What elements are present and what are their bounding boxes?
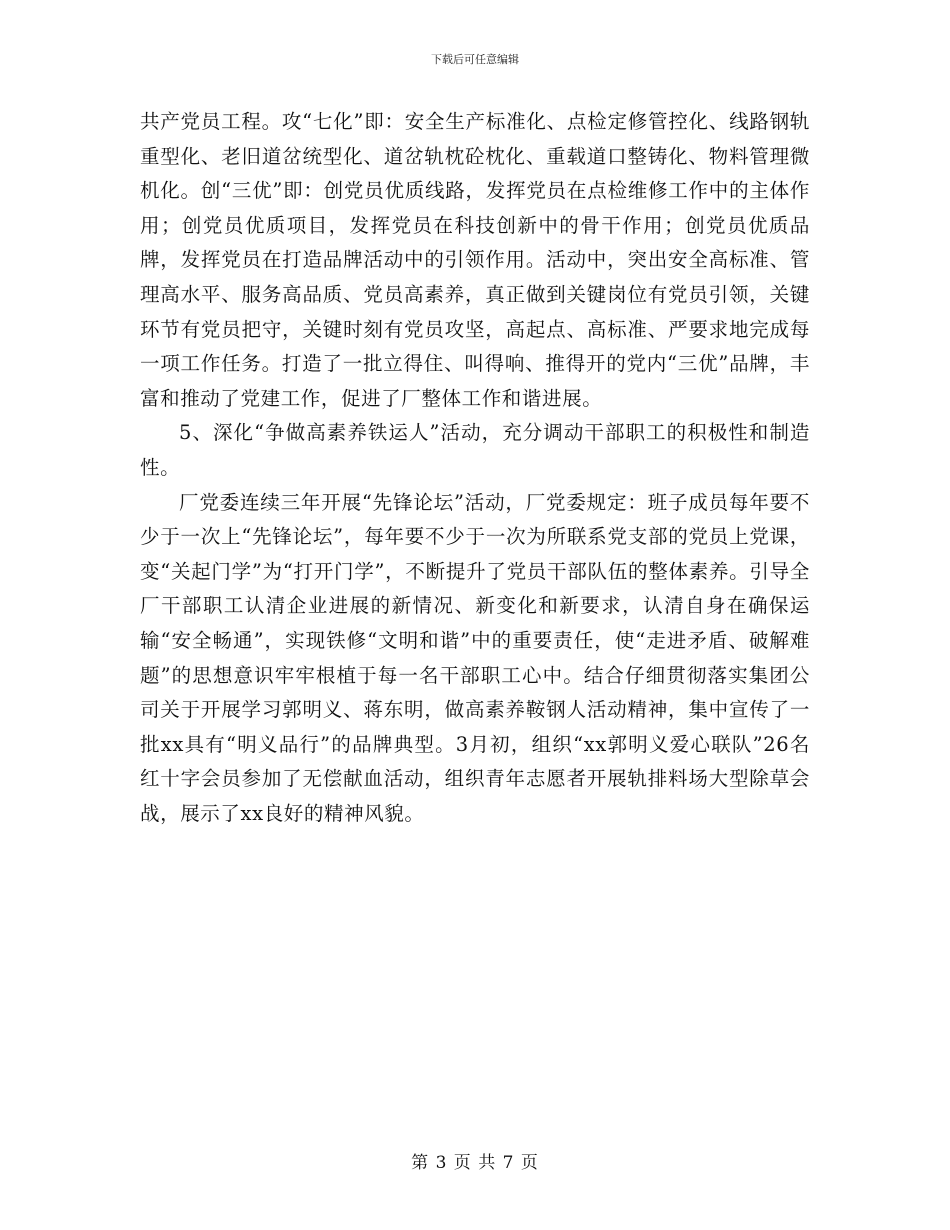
document-body [140, 105, 810, 831]
paragraph-2: 5、深化“争做高素养铁运人”活动，充分调动干部职工的积极性和制造性。 [140, 421, 810, 479]
paragraph-1: 共产党员工程。攻“七化”即：安全生产标准化、点检定修管控化、线路钢轨重型化、老旧道岔统型化、道岔轨枕砼枕化、重载道口整铸化、物料管理微机化。创“三优”即：创党员优质线路，发挥党员在点检维修工作中的主体作用；创党员优质项目，发挥党员在科技创新中的骨干作用；创党员优质品牌，发挥党员在打造品牌活动中的引领作用。活动中，突出安全高标准、管理高水平、服务高品质、党员高素养，真正做到关键岗位有党员引领，关键环节有党员把守，关键时刻有党员攻坚，高起点、高标准、严要求地完成每一项工作任务。打造了一批立得住、叫得响、推得开的党内“三优”品牌，丰富和推动了党建工作，促进了厂整体工作和谐进展。 [140, 110, 810, 410]
page-number-footer: 第 3 页 共 7 页 [411, 1153, 539, 1173]
page-header: 下载后可任意编辑 [431, 53, 519, 66]
paragraph-3: 厂党委连续三年开展“先锋论坛”活动，厂党委规定：班子成员每年要不少于一次上“先锋论坛”，每年要不少于一次为所联系党支部的党员上党课，变“关起门学”为“打开门学”，不断提升了党员干部队伍的整体素养。引导全厂干部职工认清企业进展的新情况、新变化和新要求，认清自身在确保运输“安全畅通”，实现铁修“文明和谐”中的重要责任，使“走进矛盾、破解难题”的思想意识牢牢根植于每一名干部职工心中。结合仔细贯彻落实集团公司关于开展学习郭明义、蒋东明，做高素养鞍钢人活动精神，集中宣传了一批xx具有“明义品行”的品牌典型。3月初，组织“xx郭明义爱心联队”26名红十字会员参加了无偿献血活动，组织青年志愿者开展轨排料场大型除草会战，展示了xx良好的精神风貌。 [140, 490, 810, 825]
